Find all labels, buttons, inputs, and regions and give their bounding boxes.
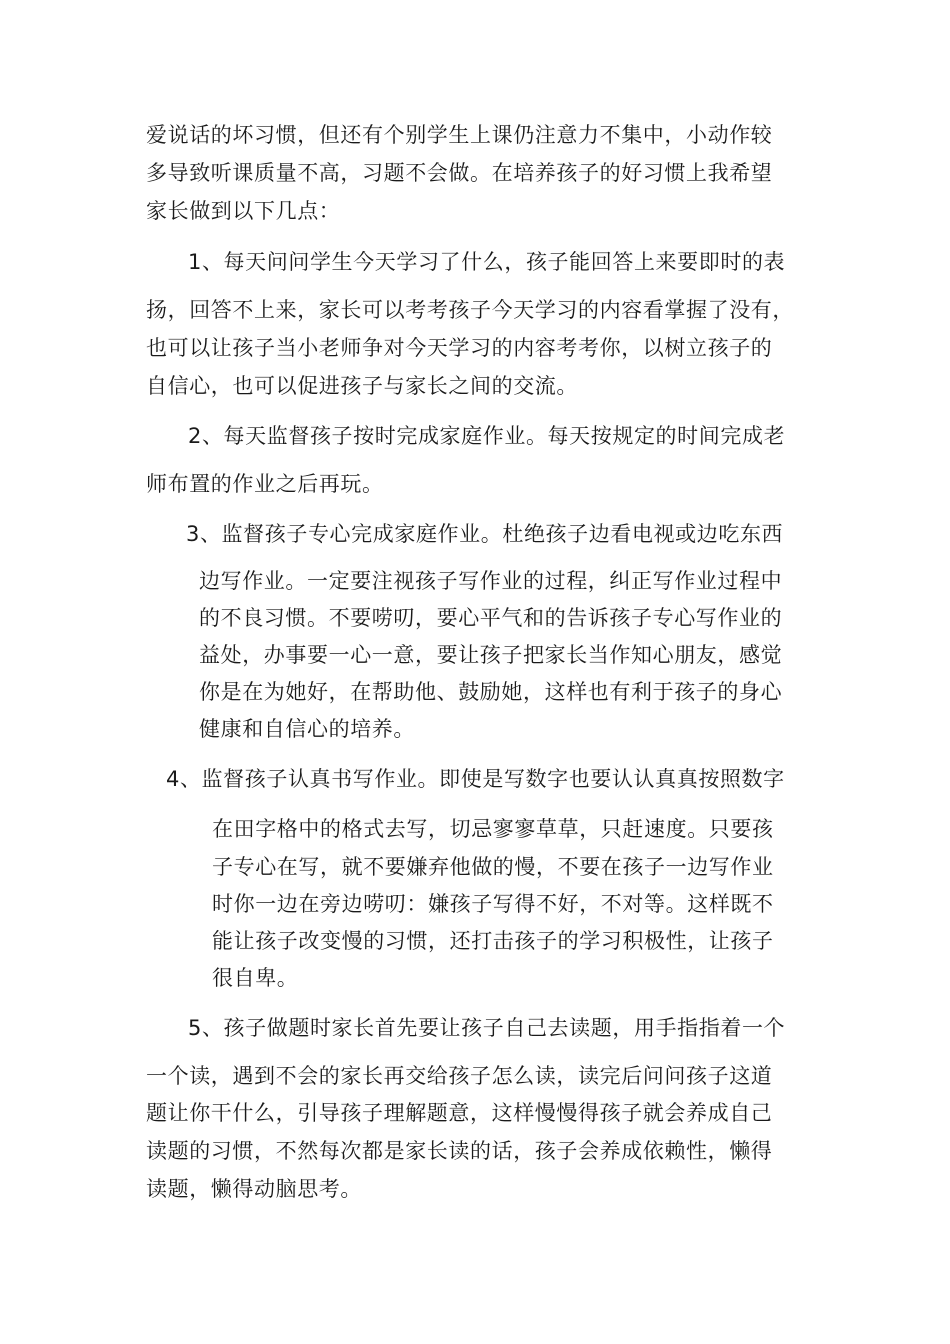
item-5-line: 读题，懒得动脑思考。 xyxy=(146,1177,362,1201)
item-4-line: 在田字格中的格式去写，切忌寥寥草草，只赶速度。只要孩 xyxy=(212,817,774,841)
item-3-line: 边写作业。一定要注视孩子写作业的过程，纠正写作业过程中 xyxy=(199,569,783,593)
item-5-line: 读题的习惯，不然每次都是家长读的话，孩子会养成依赖性，懒得 xyxy=(146,1139,773,1163)
item-2-line: 师布置的作业之后再玩。 xyxy=(146,472,384,496)
item-1-line: 自信心，也可以促进孩子与家长之间的交流。 xyxy=(146,374,578,398)
item-2-line: 2、每天监督孩子按时完成家庭作业。每天按规定的时间完成老 xyxy=(188,424,786,448)
item-4-line: 4、监督孩子认真书写作业。即使是写数字也要认认真真按照数字 xyxy=(166,767,785,791)
item-4-line: 很自卑。 xyxy=(212,966,299,990)
item-4-line: 能让孩子改变慢的习惯，还打击孩子的学习积极性，让孩子 xyxy=(212,929,774,953)
intro-line: 爱说话的坏习惯，但还有个别学生上课仍注意力不集中，小动作较 xyxy=(146,123,773,147)
item-3-line: 的不良习惯。不要唠叨，要心平气和的告诉孩子专心写作业的 xyxy=(199,606,783,630)
item-3-line: 健康和自信心的培养。 xyxy=(199,717,415,741)
item-1-line: 1、每天问问学生今天学习了什么，孩子能回答上来要即时的表 xyxy=(188,250,786,274)
item-4-line: 子专心在写，就不要嫌弃他做的慢，不要在孩子一边写作业 xyxy=(212,855,774,879)
item-5-line: 一个读，遇到不会的家长再交给孩子怎么读，读完后问问孩子这道 xyxy=(146,1064,773,1088)
intro-line: 家长做到以下几点： xyxy=(146,199,341,223)
item-3-line: 益处，办事要一心一意，要让孩子把家长当作知心朋友，感觉 xyxy=(199,643,783,667)
intro-line: 多导致听课质量不高，习题不会做。在培养孩子的好习惯上我希望 xyxy=(146,161,773,185)
item-3-line: 3、监督孩子专心完成家庭作业。杜绝孩子边看电视或边吃东西 xyxy=(186,522,784,546)
item-1-line: 扬，回答不上来，家长可以考考孩子今天学习的内容看掌握了没有， xyxy=(146,298,794,322)
item-1-line: 也可以让孩子当小老师争对今天学习的内容考考你，以树立孩子的 xyxy=(146,336,773,360)
item-5-line: 题让你干什么，引导孩子理解题意，这样慢慢得孩子就会养成自己 xyxy=(146,1101,773,1125)
item-4-line: 时你一边在旁边唠叨：嫌孩子写得不好，不对等。这样既不 xyxy=(212,892,774,916)
item-5-line: 5、孩子做题时家长首先要让孩子自己去读题，用手指指着一个 xyxy=(188,1016,786,1040)
item-3-line: 你是在为她好，在帮助他、鼓励她，这样也有利于孩子的身心 xyxy=(199,680,783,704)
